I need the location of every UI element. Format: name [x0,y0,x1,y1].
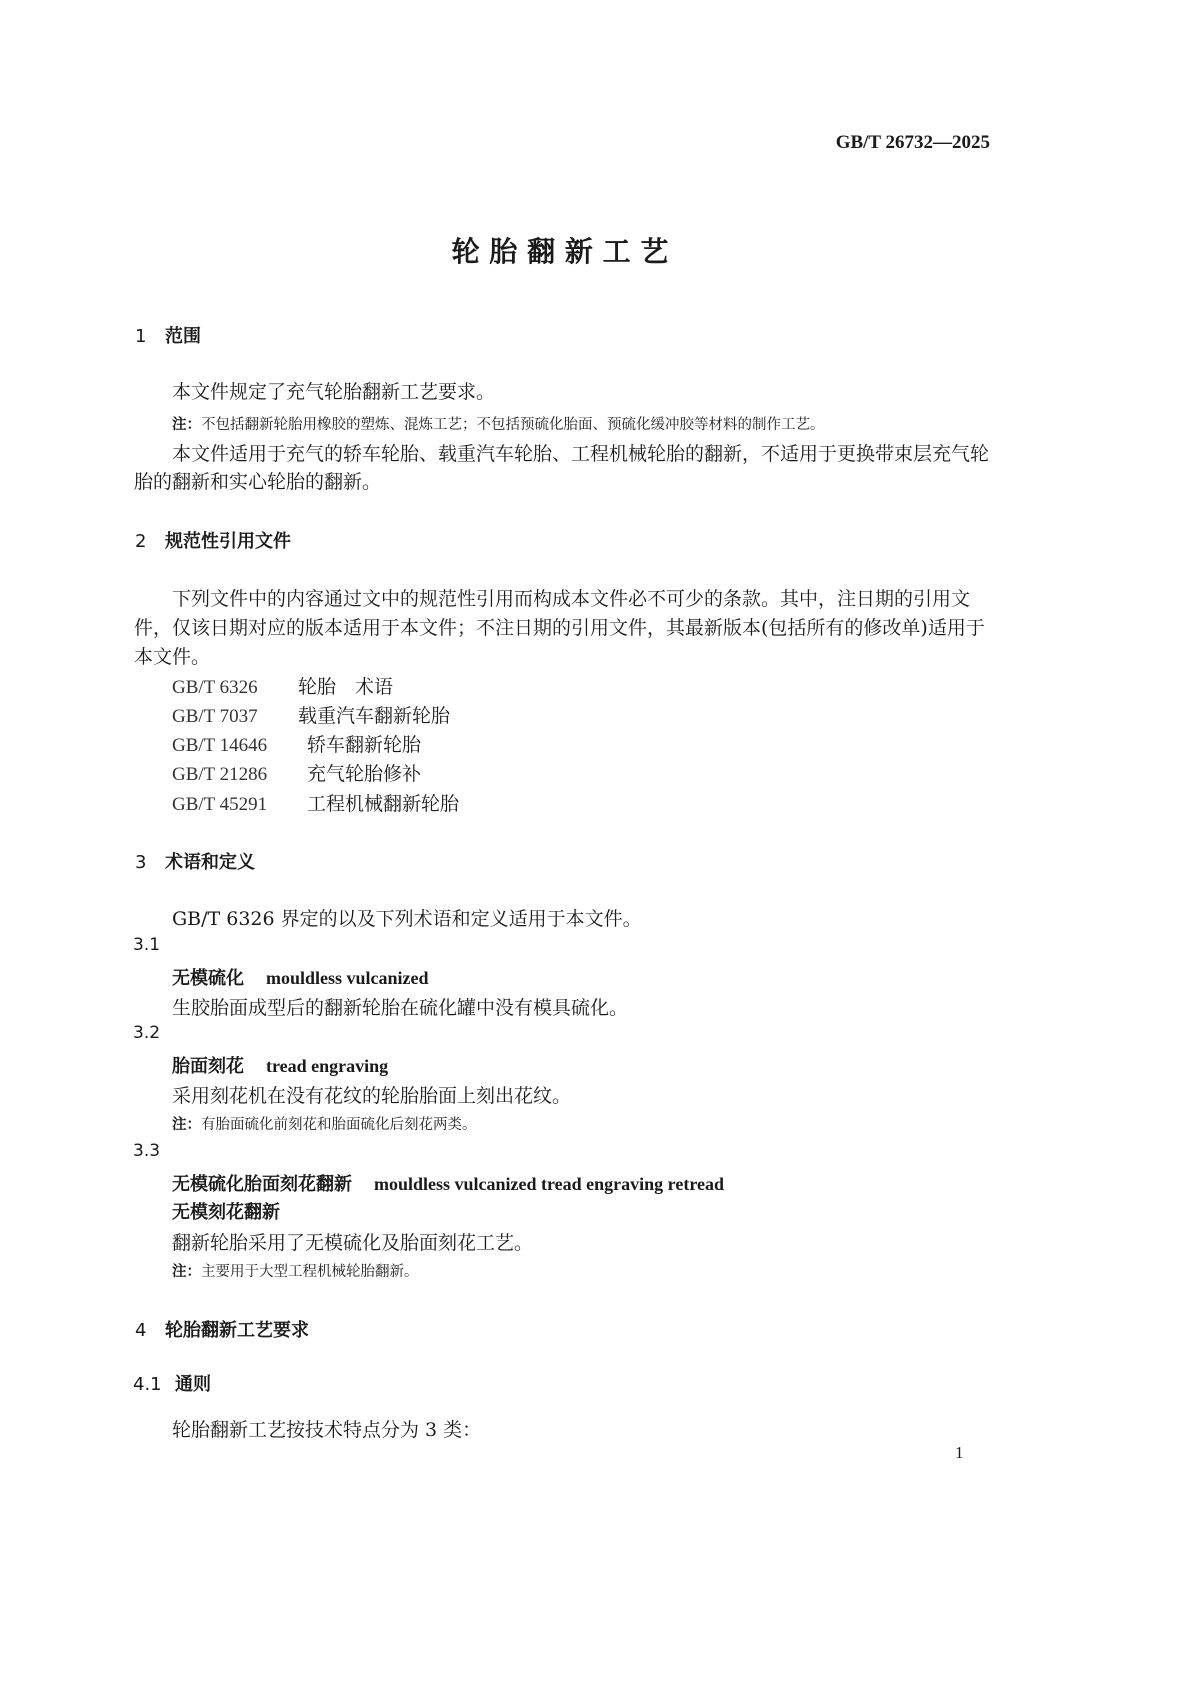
reference-item [172,701,450,728]
term-definition: 翻新轮胎采用了无模硫化及胎面刻花工艺。 [172,1232,534,1254]
reference-title: 载重汽车翻新轮胎 [298,705,451,727]
term-en: mouldless vulcanized [266,968,429,988]
reference-item [172,789,459,816]
page-number: 1 [955,1443,964,1462]
note-label: 注： [172,416,201,433]
note [172,1260,419,1281]
term-heading [172,1170,724,1196]
paragraph-line: 下列文件中的内容通过文中的规范性引用而构成本文件必不可少的条款。其中，注日期的引用文 [172,588,971,610]
paragraph-line: 本文件。 [134,646,211,668]
reference-title: 工程机械翻新轮胎 [307,793,460,815]
section-number: 3 [135,852,147,873]
term-number: 3.2 [133,1023,161,1043]
paragraph-line: 胎的翻新和实心轮胎的翻新。 [134,471,382,493]
term-definition: 生胶胎面成型后的翻新轮胎在硫化罐中没有模具硫化。 [172,997,629,1019]
section-title: 规范性引用文件 [165,531,291,552]
term-definition: 采用刻花机在没有花纹的轮胎胎面上刻出花纹。 [172,1085,572,1107]
term-heading [172,964,429,990]
section-2-heading [135,527,291,553]
section-1-heading [135,322,201,348]
section-title: 范围 [165,326,201,347]
subsection-number: 4.1 [133,1374,162,1395]
paragraph-line: 本文件适用于充气的轿车轮胎、载重汽车轮胎、工程机械轮胎的翻新，不适用于更换带束层充气轮 [172,443,990,465]
reference-code: GB/T 45291 [172,794,268,815]
section-number: 4 [135,1320,147,1341]
reference-item [172,672,393,699]
term-zh: 无模硫化 [172,968,244,989]
note [172,1113,477,1134]
section-title: 术语和定义 [165,852,255,873]
standard-number: GB/T 26732—2025 [835,132,990,153]
paragraph: 本文件规定了充气轮胎翻新工艺要求。 [172,381,496,403]
note-label: 注： [172,1263,201,1280]
paragraph-line: 件，仅该日期对应的版本适用于本文件；不注日期的引用文件，其最新版本(包括所有的修改单)适用于 [134,617,985,639]
term-zh: 胎面刻花 [172,1056,244,1077]
term-en: tread engraving [266,1056,389,1076]
note-text: 不包括翻新轮胎用橡胶的塑炼、混炼工艺；不包括预硫化胎面、预硫化缓冲胶等材料的制作工艺。 [201,417,825,433]
reference-title: 充气轮胎修补 [307,763,422,785]
term-en: mouldless vulcanized tread engraving retread [374,1174,724,1194]
section-title: 轮胎翻新工艺要求 [165,1320,309,1341]
note-text: 主要用于大型工程机械轮胎翻新。 [201,1264,419,1280]
term-alternative: 无模刻花翻新 [172,1202,280,1223]
note-label: 注： [172,1116,201,1133]
term-zh: 无模硫化胎面刻花翻新 [172,1174,352,1195]
subsection-title: 通则 [175,1374,211,1395]
term-heading [172,1052,388,1078]
reference-title: 轮胎 术语 [298,676,394,698]
reference-code: GB/T 14646 [172,735,268,756]
reference-code: GB/T 21286 [172,764,268,785]
reference-code: GB/T 7037 [172,706,258,727]
section-number: 1 [135,326,147,347]
term-number: 3.1 [133,935,161,955]
paragraph: 轮胎翻新工艺按技术特点分为 3 类： [172,1419,482,1441]
section-4-heading [135,1316,309,1342]
term-number: 3.3 [133,1141,161,1161]
document-title: 轮 胎 翻 新 工 艺 [451,235,669,268]
reference-title: 轿车翻新轮胎 [307,734,422,756]
note [172,413,825,434]
reference-item [172,730,421,757]
section-number: 2 [135,531,147,552]
reference-code: GB/T 6326 [172,677,258,698]
reference-item [172,759,421,786]
note-text: 有胎面硫化前刻花和胎面硫化后刻花两类。 [201,1117,477,1133]
paragraph: GB/T 6326 界定的以及下列术语和定义适用于本文件。 [172,908,642,930]
subsection-4-1-heading [133,1370,211,1396]
section-3-heading [135,848,255,874]
